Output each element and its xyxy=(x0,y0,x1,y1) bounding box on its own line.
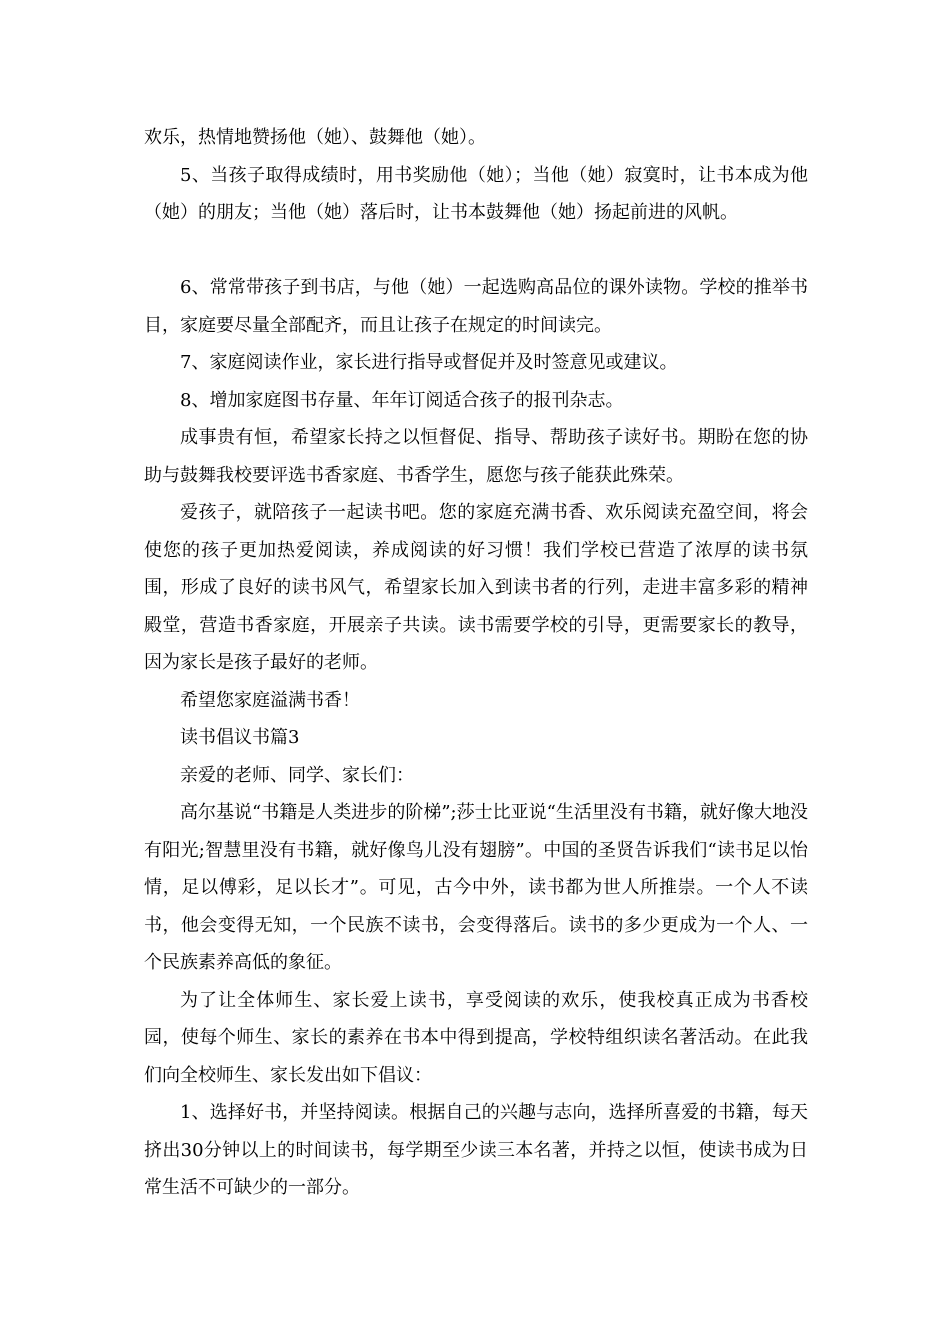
paragraph-item-6: 6、常常带孩子到书店，与他（她）一起选购高品位的课外读物。学校的推举书目，家庭要尽量全部配齐，而且让孩子在规定的时间读完。 xyxy=(144,277,808,336)
paragraph-love-children: 爱孩子，就陪孩子一起读书吧。您的家庭充满书香、欢乐阅读充盈空间，将会使您的孩子更加热爱阅读，养成阅读的好习惯！我们学校已营造了浓厚的读书氛围，形成了良好的读书风气，希望家长加入到读书者的行列，走进丰富多彩的精神殿堂，营造书香家庭，开展亲子共读。读书需要学校的引导，更需要家长的教导，因为家长是孩子最好的老师。 xyxy=(144,502,808,673)
salutation: 亲爱的老师、同学、家长们： xyxy=(180,764,414,786)
paragraph-quotes: 高尔基说“书籍是人类进步的阶梯”;莎士比亚说“生活里没有书籍，就好像大地没有阳光;智慧里没有书籍，就好像鸟儿没有翅膀”。中国的圣贤告诉我们“读书足以怡情，足以傅彩，足以长才”。可见，古今中外，读书都为世人所推崇。一个人不读书，他会变得无知，一个民族不读书，会变得落后。读书的多少更成为一个人、一个民族素养高低的象征。 xyxy=(144,802,808,973)
paragraph-proposal-1: 1、选择好书，并坚持阅读。根据自己的兴趣与志向，选择所喜爱的书籍，每天挤出30分钟以上的时间读书，每学期至少读三本名著，并持之以恒，使读书成为日常生活不可缺少的一部分。 xyxy=(144,1102,808,1198)
blank-line xyxy=(144,232,808,270)
section-title: 读书倡议书篇3 xyxy=(180,727,300,748)
paragraph-item-7: 7、家庭阅读作业，家长进行指导或督促并及时签意见或建议。 xyxy=(180,352,678,373)
paragraph-purpose: 为了让全体师生、家长爱上读书，享受阅读的欢乐，使我校真正成为书香校园，使每个师生、家长的素养在书本中得到提高，学校特组织读名著活动。在此我们向全校师生、家长发出如下倡议： xyxy=(144,989,808,1086)
paragraph-item-5: 5、当孩子取得成绩时，用书奖励他（她）；当他（她）寂寞时，让书本成为他（她）的朋友；当他（她）落后时，让书本鼓舞他（她）扬起前进的风帆。 xyxy=(144,164,808,223)
paragraph-item-8: 8、增加家庭图书存量、年年订阅适合孩子的报刊杂志。 xyxy=(180,389,624,411)
paragraph-closing-wish: 希望您家庭溢满书香！ xyxy=(180,689,360,711)
paragraph-perseverance: 成事贵有恒，希望家长持之以恒督促、指导、帮助孩子读好书。期盼在您的协助与鼓舞我校要评选书香家庭、书香学生，愿您与孩子能获此殊荣。 xyxy=(144,427,808,486)
document-body xyxy=(144,119,808,1207)
paragraph-continuation: 欢乐，热情地赞扬他（她）、鼓舞他（她）。 xyxy=(144,127,486,148)
